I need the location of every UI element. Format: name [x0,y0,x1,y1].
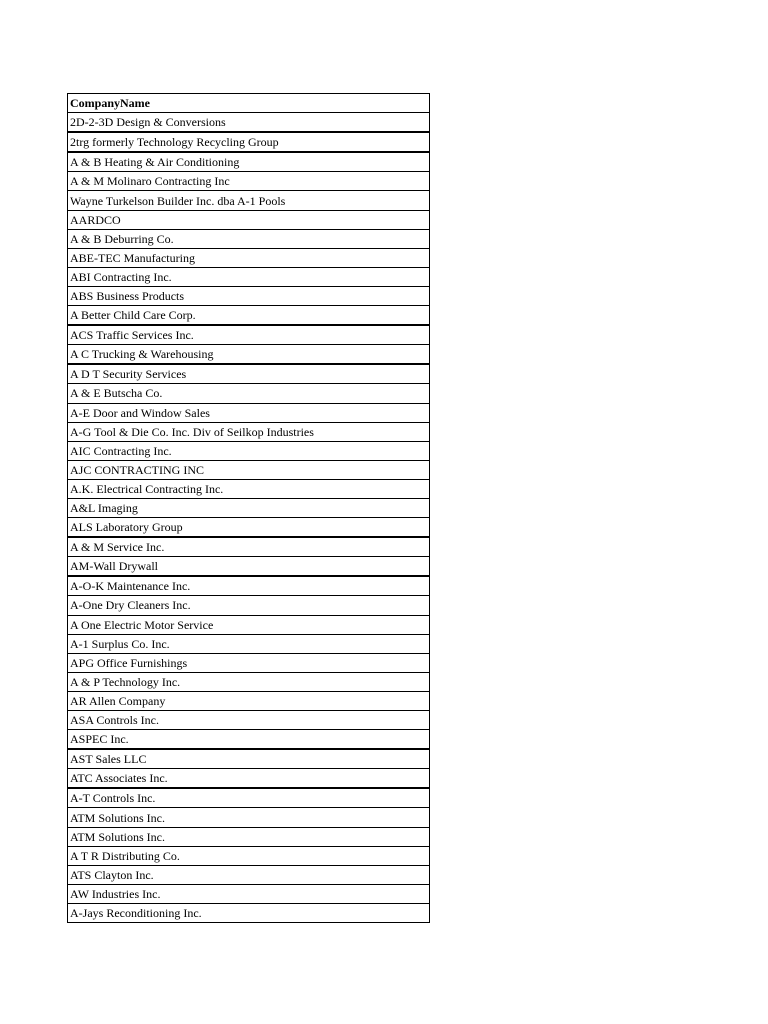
company-name-cell: A & B Deburring Co. [68,229,430,248]
table-row [68,479,430,498]
company-name-cell: ABE-TEC Manufacturing [68,248,430,267]
table-row [68,808,430,827]
table-row [68,191,430,210]
company-name-cell: ATM Solutions Inc. [68,827,430,846]
table-body [68,113,430,923]
table-row [68,672,430,691]
table-row [68,557,430,577]
company-name-cell: AR Allen Company [68,691,430,710]
company-name-cell: 2D-2-3D Design & Conversions [68,113,430,133]
company-name-cell: ABS Business Products [68,286,430,305]
table-row [68,364,430,384]
column-header-companyname: CompanyName [68,94,430,113]
table-row [68,152,430,172]
table-row [68,788,430,808]
company-name-cell: A & P Technology Inc. [68,672,430,691]
table-row [68,537,430,557]
company-name-cell: APG Office Furnishings [68,653,430,672]
company-name-cell: AW Industries Inc. [68,884,430,903]
company-name-cell: A&L Imaging [68,498,430,517]
table-row [68,518,430,538]
company-name-cell: A.K. Electrical Contracting Inc. [68,479,430,498]
company-name-cell: Wayne Turkelson Builder Inc. dba A-1 Pools [68,191,430,210]
table-row [68,653,430,672]
table-row [68,345,430,365]
company-name-cell: A D T Security Services [68,364,430,384]
company-name-cell: A-O-K Maintenance Inc. [68,576,430,596]
table-row [68,827,430,846]
table-row [68,711,430,730]
company-name-cell: A-T Controls Inc. [68,788,430,808]
table-row [68,730,430,750]
company-name-cell: AARDCO [68,210,430,229]
table-row [68,884,430,903]
company-name-cell: 2trg formerly Technology Recycling Group [68,132,430,152]
table-row [68,576,430,596]
table-row [68,749,430,769]
table-row [68,691,430,710]
company-name-cell: ACS Traffic Services Inc. [68,325,430,345]
company-name-cell: A & M Service Inc. [68,537,430,557]
company-name-cell: ALS Laboratory Group [68,518,430,538]
company-name-cell: A-One Dry Cleaners Inc. [68,596,430,615]
table-row [68,460,430,479]
table-row [68,441,430,460]
company-name-cell: A-G Tool & Die Co. Inc. Div of Seilkop Industries [68,422,430,441]
table-row [68,113,430,133]
company-name-cell: A & B Heating & Air Conditioning [68,152,430,172]
table-row [68,403,430,422]
company-name-cell: ATS Clayton Inc. [68,865,430,884]
table-row [68,769,430,789]
table-row [68,172,430,191]
table-row [68,248,430,267]
company-name-cell: ABI Contracting Inc. [68,267,430,286]
company-name-cell: AJC CONTRACTING INC [68,460,430,479]
table-row [68,846,430,865]
company-name-cell: A-Jays Reconditioning Inc. [68,903,430,922]
company-name-cell: A T R Distributing Co. [68,846,430,865]
company-name-cell: ATC Associates Inc. [68,769,430,789]
company-name-cell: A & E Butscha Co. [68,384,430,403]
company-name-cell: AIC Contracting Inc. [68,441,430,460]
company-name-cell: A & M Molinaro Contracting Inc [68,172,430,191]
table-row [68,903,430,922]
table-row [68,615,430,634]
company-name-cell: AST Sales LLC [68,749,430,769]
table-row [68,498,430,517]
company-name-cell: ATM Solutions Inc. [68,808,430,827]
table-row [68,229,430,248]
table-row [68,634,430,653]
table-row [68,596,430,615]
company-name-cell: A C Trucking & Warehousing [68,345,430,365]
company-table [67,93,430,923]
table-row [68,384,430,403]
table-row [68,306,430,326]
table-header-row [68,94,430,113]
table-row [68,210,430,229]
company-name-cell: A One Electric Motor Service [68,615,430,634]
company-name-cell: A-1 Surplus Co. Inc. [68,634,430,653]
company-name-cell: A-E Door and Window Sales [68,403,430,422]
company-name-cell: ASA Controls Inc. [68,711,430,730]
table-row [68,865,430,884]
company-name-cell: AM-Wall Drywall [68,557,430,577]
table-row [68,267,430,286]
table-row [68,325,430,345]
table-row [68,132,430,152]
company-name-cell: A Better Child Care Corp. [68,306,430,326]
table-row [68,286,430,305]
table-row [68,422,430,441]
company-name-cell: ASPEC Inc. [68,730,430,750]
